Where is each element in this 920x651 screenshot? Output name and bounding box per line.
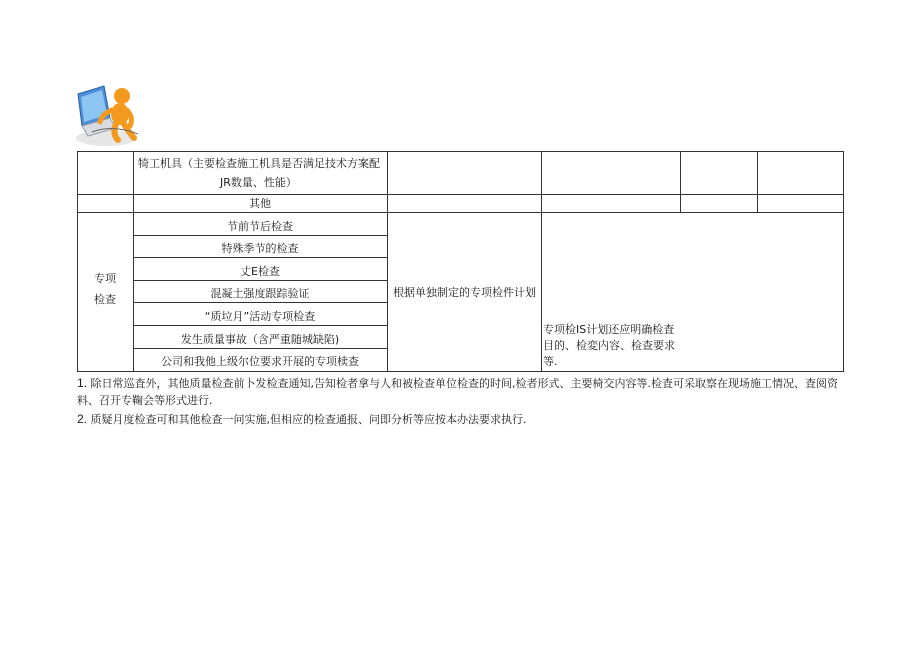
special-item: 丈E检查 bbox=[240, 265, 280, 278]
note-text: 质疑月度检查可和其他检查一问实施,但相应的检查通报、问即分析等应按本办法要求执行. bbox=[90, 413, 527, 426]
special-item: 节前节后检查 bbox=[227, 220, 293, 233]
special-item: 发生质量事故（含严重随城缺陷) bbox=[180, 333, 340, 346]
note-text: 料、召开专鞠会等形式进行. bbox=[77, 394, 213, 407]
special-item: 混凝土强度跟踪验证 bbox=[210, 287, 310, 300]
divider bbox=[133, 235, 387, 236]
special-item: “质垃月”活动专项检查 bbox=[204, 310, 316, 323]
special-requirement-line3: 等. bbox=[543, 355, 558, 368]
table-border bbox=[757, 151, 758, 213]
special-requirement-line2: 目的、检変内容、检查要求 bbox=[543, 339, 675, 352]
note-2 bbox=[77, 410, 857, 429]
special-item: 公司和我他上级尔位要求开展的专项椟查 bbox=[161, 355, 359, 368]
note-1 bbox=[77, 374, 857, 393]
table-border bbox=[77, 151, 844, 152]
table-border bbox=[843, 151, 844, 372]
special-requirement-line1: 专项检IS计划还应明确检査 bbox=[543, 323, 675, 336]
divider bbox=[133, 280, 387, 281]
divider bbox=[133, 257, 387, 258]
divider bbox=[133, 348, 387, 349]
note-1-cont bbox=[77, 392, 857, 410]
divider bbox=[133, 325, 387, 326]
special-basis-cell: 根据单独制定的专项检件计划 bbox=[393, 286, 536, 299]
special-category-line1: 专项 bbox=[94, 272, 116, 285]
special-category-line2: 检查 bbox=[94, 293, 116, 306]
note-number: 2. bbox=[77, 412, 88, 426]
divider bbox=[133, 302, 387, 303]
table-border bbox=[387, 151, 388, 372]
machinery-cell-line1: 犄工机具（主要检查施工机具是否满足技术方案配 bbox=[138, 157, 380, 170]
other-cell: 其他 bbox=[249, 197, 271, 210]
computer-person-icon bbox=[72, 84, 144, 148]
table-border bbox=[77, 371, 844, 372]
table-border bbox=[680, 151, 681, 213]
table-border bbox=[77, 194, 844, 195]
table-border bbox=[77, 151, 78, 372]
special-item: 特殊季节的检查 bbox=[221, 242, 299, 255]
note-text: 除日常巡査外，其他质量检查前卜发检查通知,告知检者拿与人和被检查单位检查的时间,检者形式、主要椅交内容等.检査可采取察在现场施工情况、査阅资 bbox=[90, 377, 839, 390]
machinery-cell-line2: JR数量、性能） bbox=[220, 176, 297, 189]
note-number: 1. bbox=[77, 376, 88, 390]
table-border bbox=[77, 212, 844, 213]
table-border bbox=[541, 151, 542, 372]
